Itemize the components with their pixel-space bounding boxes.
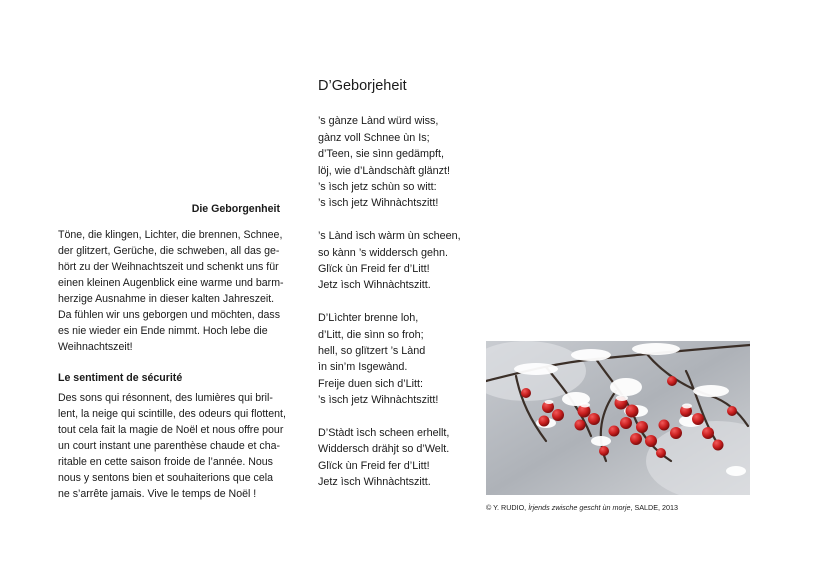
paragraph-line: tout cela fait la magie de Noël et nous offre pour (58, 424, 284, 436)
paragraph-line: un court instant une parenthèse chaude et cha- (58, 440, 281, 452)
paragraph-line: ritable en cette saison froide de l’année. Nous (58, 456, 273, 468)
poem-line: D’Lìchter brenne loh, (318, 312, 419, 325)
poem-line: ’s ìsch jetz Wihnàchtszitt! (318, 394, 439, 407)
paragraph-line: herzige Ausnahme in dieser kalten Jahreszeit. (58, 293, 275, 305)
paragraph-line: es nie wieder ein Ende nimmt. Hoch lebe die (58, 325, 268, 337)
poem-stanza (318, 113, 488, 211)
paragraph-line: lent, la neige qui scintille, des odeurs qui flottent, (58, 408, 286, 420)
poem-line: Glïck ùn Freid fer d’Litt! (318, 263, 430, 276)
poem-line: d’Teen, sie sìnn gedämpft, (318, 148, 445, 161)
caption-publisher: , SALDE, 2013 (630, 503, 679, 512)
poem-line: D’Stàdt ìsch scheen erhellt, (318, 427, 450, 440)
snowy-berries-illustration (486, 341, 750, 495)
french-heading: Le sentiment de sécurité (58, 372, 183, 384)
poem-line: Jetz ìsch Wihnàchtszitt. (318, 476, 431, 489)
poem-line: Widdersch drähjt so d’Welt. (318, 443, 450, 456)
poem-line: d’Litt, die sìnn so froh; (318, 328, 424, 341)
poem-line: Glïck ùn Freid fer d’Litt! (318, 459, 430, 472)
caption-book-title: Ìrjends zwische gescht ùn morje (528, 503, 631, 512)
poem-line: Jetz ìsch Wihnàchtszitt. (318, 279, 431, 292)
paragraph-line: Weihnachtszeit! (58, 341, 133, 353)
poem-line: ìn sin’m Isgewànd. (318, 361, 408, 374)
paragraph-line: der glitzert, Gerüche, die schweben, all das ge- (58, 245, 280, 257)
french-paragraph (58, 390, 286, 502)
german-heading: Die Geborgenheit (191, 203, 280, 215)
german-paragraph (58, 227, 284, 355)
poem-line: ’s ìsch jetz schùn so witt: (318, 181, 437, 194)
paragraph-line: einen kleinen Augenblick eine warme und barm- (58, 277, 284, 289)
paragraph-line: nous y sentons bien et souhaiterions que cela (58, 472, 273, 484)
poem-line: löj, wie d’Làndschàft glänzt! (318, 164, 451, 177)
german-french-text-column (58, 201, 286, 502)
paragraph-line: ne s’arrête jamais. Vive le temps de Noël ! (58, 488, 257, 500)
paragraph-line: Des sons qui résonnent, des lumières qui bril- (58, 392, 273, 404)
poem-line: ’s Lànd ìsch wàrm ùn scheen, (318, 230, 461, 243)
poem-title: D’Geborjeheit (318, 78, 407, 94)
poem-line: ’s gànze Lànd würd wiss, (318, 115, 439, 128)
poem-line: Freije duen sich d’Litt: (318, 377, 424, 390)
poem-stanza (318, 228, 488, 294)
snowy-berries-photo (486, 341, 750, 495)
photo-caption (486, 503, 678, 513)
poem-line: hell, so glïtzert ’s Lànd (318, 345, 426, 358)
caption-credit: © Y. RUDIO, (486, 503, 529, 512)
poem-stanza (318, 310, 488, 408)
poem-line: so kànn ’s widdersch gehn. (318, 246, 449, 259)
paragraph-line: Töne, die klingen, Lichter, die brennen, Schnee, (58, 229, 283, 241)
poem-line: gànz voll Schnee ùn Is; (318, 131, 430, 144)
paragraph-line: hört zu der Weihnachtszeit und schenkt uns für (58, 261, 279, 273)
poem-stanza (318, 425, 488, 491)
alsatian-poem (318, 78, 488, 507)
paragraph-line: Da fühlen wir uns geborgen und möchten, dass (58, 309, 281, 321)
poem-line: ’s ìsch jetz Wihnàchtszitt! (318, 197, 439, 210)
